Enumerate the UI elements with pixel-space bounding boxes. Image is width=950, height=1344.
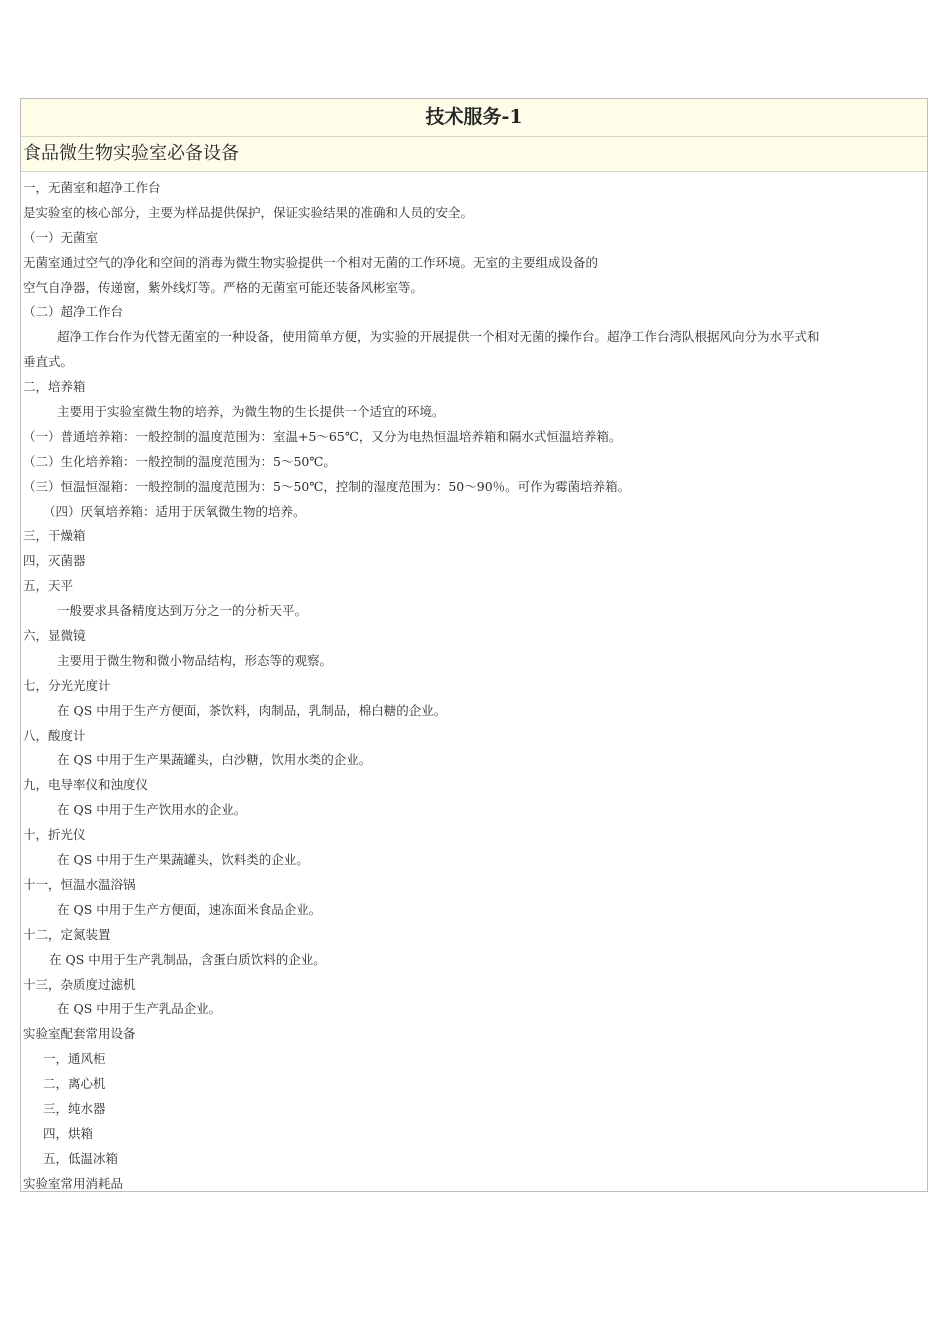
body-line: 垂直式。 <box>23 354 74 370</box>
list-item: 四，烘箱 <box>43 1125 94 1141</box>
section-heading: 十，折光仪 <box>23 827 86 843</box>
list-item: 五，低温冰箱 <box>43 1150 119 1166</box>
section-heading: 九，电导率仪和浊度仪 <box>23 777 149 793</box>
body-line: 超净工作台作为代替无菌室的一种设备，使用简单方便，为实验的开展提供一个相对无菌的操作台。超净工作台湾队根据风向分为水平式和 <box>57 329 820 345</box>
body-line: 一般要求具备精度达到万分之一的分析天平。 <box>57 603 308 619</box>
section-heading: 二，培养箱 <box>23 379 86 395</box>
section-heading: 一，无菌室和超净工作台 <box>23 180 161 195</box>
list-item: 二，离心机 <box>43 1076 106 1092</box>
subsection-heading: （二）超净工作台 <box>23 304 124 320</box>
section-heading: 五，天平 <box>23 578 74 594</box>
body-line: 空气自净器，传递窗，紫外线灯等。严格的无菌室可能还装备风彬室等。 <box>23 279 424 295</box>
body-line: 在 QS 中用于生产方便面，速冻面米食品企业。 <box>57 901 322 917</box>
body-line: 主要用于实验室微生物的培养，为微生物的生长提供一个适宜的环境。 <box>57 404 445 420</box>
body-line: 在 QS 中用于生产乳制品，含蛋白质饮料的企业。 <box>49 951 326 967</box>
body-line: 在 QS 中用于生产果蔬罐头，饮料类的企业。 <box>57 852 309 868</box>
document-body <box>21 172 927 1192</box>
section-heading: 四，灭菌器 <box>23 553 86 569</box>
document-title: 技术服务-1 <box>21 99 927 137</box>
document-subtitle: 食品微生物实验室必备设备 <box>21 137 927 172</box>
subsection-heading: （一）无菌室 <box>23 229 99 245</box>
body-line: 无菌室通过空气的净化和空间的消毒为微生物实验提供一个相对无菌的工作环境。无室的主要组成设备的 <box>23 254 599 270</box>
body-line: （一）普通培养箱：一般控制的温度范围为：室温+5～65℃，又分为电热恒温培养箱和隔水式恒温培养箱。 <box>23 428 622 444</box>
section-heading: 十三，杂质度过滤机 <box>23 976 136 992</box>
section-heading: 三，干燥箱 <box>23 528 86 544</box>
body-line: 在 QS 中用于生产饮用水的企业。 <box>57 802 247 818</box>
body-line: 在 QS 中用于生产乳品企业。 <box>57 1001 222 1017</box>
document-panel <box>20 98 928 1192</box>
list-item: 三，纯水器 <box>43 1100 106 1116</box>
list-item: 一，通风柜 <box>43 1051 106 1067</box>
section-heading: 七，分光光度计 <box>23 677 111 693</box>
body-line: 是实验室的核心部分，主要为样品提供保护，保证实验结果的准确和人员的安全。 <box>23 204 474 220</box>
section-heading: 六，显微镜 <box>23 628 86 644</box>
body-line: 在 QS 中用于生产果蔬罐头，白沙糖，饮用水类的企业。 <box>57 752 372 768</box>
section-heading: 八，酸度计 <box>23 727 86 743</box>
section-heading: 实验室配套常用设备 <box>23 1026 136 1042</box>
body-line: 主要用于微生物和微小物品结构，形态等的观察。 <box>57 652 333 668</box>
section-heading: 十一，恒温水温浴锅 <box>23 876 136 892</box>
body-line: （二）生化培养箱：一般控制的温度范围为：5～50℃。 <box>23 453 336 469</box>
body-line: （三）恒温恒湿箱：一般控制的温度范围为：5～50℃，控制的湿度范围为：50～90％。可作为霉菌培养箱。 <box>23 478 631 494</box>
body-line: 在 QS 中用于生产方便面，茶饮料，肉制品，乳制品，棉白糖的企业。 <box>57 702 447 718</box>
body-line: （四）厌氧培养箱：适用于厌氧微生物的培养。 <box>43 503 306 519</box>
section-heading: 十二，定氮装置 <box>23 926 111 942</box>
section-heading: 实验室常用消耗品 <box>23 1175 124 1191</box>
